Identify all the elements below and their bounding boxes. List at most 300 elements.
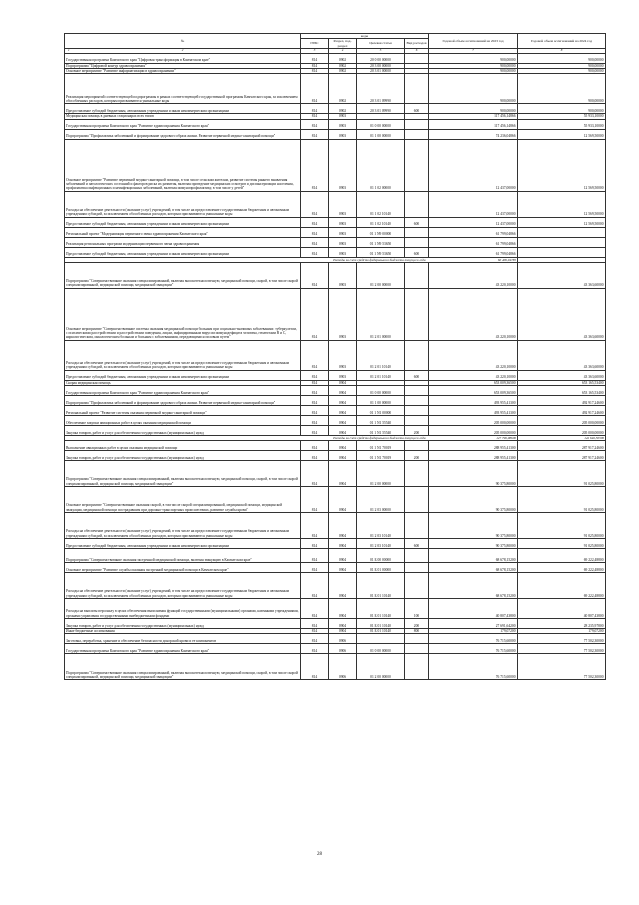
row-description: Иные бюджетные ассигнования	[65, 628, 301, 633]
row-section: 0903	[329, 119, 357, 129]
table-row	[65, 440, 606, 450]
row-description: Региональный проект "Модернизация первичного звена здравоохранения Камчатского края"	[65, 227, 301, 237]
table-row	[65, 415, 606, 425]
row-amount-2024: 69 222,48800	[518, 562, 606, 572]
row-amount-2024: 900,00000	[518, 68, 606, 73]
row-grbs: 814	[301, 63, 329, 68]
row-section: 0903	[329, 237, 357, 247]
row-amount-2024: 77 502,30000	[518, 654, 606, 680]
table-row	[65, 405, 606, 415]
row-section: 0903	[329, 217, 357, 227]
column-number: 3	[301, 48, 329, 53]
row-amount-2023: 493 955,41300	[429, 395, 518, 405]
row-section: 0904	[329, 460, 357, 486]
row-target-article: 01 2 01 00000	[357, 288, 405, 340]
row-grbs: 814	[301, 119, 329, 129]
row-description: Подпрограмма "Профилактика заболеваний и формирование здорового образа жизни. Развитие первичной медико-санитарной помощи"	[65, 395, 301, 405]
row-grbs: 814	[301, 227, 329, 237]
row-amount-2024: 28 235,97800	[518, 618, 606, 628]
row-description: Региональный проект "Развитие системы оказания первичной медико-санитарной помощи"	[65, 405, 301, 415]
table-row	[65, 139, 606, 191]
row-section: 0904	[329, 562, 357, 572]
row-amount-2023: 74 236,04866	[429, 129, 518, 139]
row-amount-2024: 12 569,50000	[518, 217, 606, 227]
row-amount-2023: 76 715,60000	[429, 654, 518, 680]
row-description: Предоставление субсидий бюджетным, автономным учреждениям и иным некоммерческим организациям	[65, 217, 301, 227]
row-expense-type	[405, 634, 429, 644]
row-expense-type	[405, 227, 429, 237]
header-year-2023: Годовой объем ассигнований на 2023 год	[429, 34, 518, 49]
row-description: Государственная программа Камчатского края "Развитие здравоохранения Камчатского края"	[65, 385, 301, 395]
row-description: Подпрограмма "Профилактика заболеваний и формирование здорового образа жизни. Развитие первичной медико-санитарной помощи"	[65, 129, 301, 139]
row-expense-type	[405, 644, 429, 654]
table-row	[65, 634, 606, 644]
row-expense-type	[405, 572, 429, 598]
row-target-article: 01 2 00 00000	[357, 460, 405, 486]
header-expense-type: Вид расходов	[405, 39, 429, 49]
row-section: 0903	[329, 370, 357, 380]
row-section: 0903	[329, 262, 357, 288]
row-target-article: 01 1 00 00000	[357, 395, 405, 405]
row-amount-2023: 61 799,04866	[429, 237, 518, 247]
row-target-article: 01 1 N9 53650	[357, 247, 405, 257]
row-grbs: 814	[301, 340, 329, 370]
row-amount-2023: 12 437,00000	[429, 217, 518, 227]
row-grbs: 814	[301, 415, 329, 425]
column-number: 6	[405, 48, 429, 53]
column-number: 4	[329, 48, 357, 53]
row-expense-type	[405, 548, 429, 562]
table-row	[65, 512, 606, 538]
row-section: 0904	[329, 440, 357, 450]
row-amount-2024: 69 222,48800	[518, 572, 606, 598]
table-row	[65, 450, 606, 460]
row-amount-2024: 43 363,60000	[518, 340, 606, 370]
row-target-article: 01 1 N1 55540	[357, 415, 405, 425]
row-description: Предоставление субсидий бюджетным, автономным учреждениям и иным некоммерческим организациям	[65, 104, 301, 114]
table-row	[65, 53, 606, 63]
row-target-article: 01 1 02 10140	[357, 191, 405, 217]
row-description: Подпрограмма "Совершенствование оказания специализированной, включая высокотехнологичную, медицинской помощи, скорой, в том числе скорой специализированной, медицинской помощи, медицинской эвакуации"	[65, 654, 301, 680]
row-amount-2023: 12 437,00000	[429, 139, 518, 191]
table-row	[65, 538, 606, 548]
row-description: Обеспечение закупки авиационных работ в целях оказания медицинской помощи	[65, 415, 301, 425]
row-amount-2024: 77 502,30000	[518, 634, 606, 644]
row-description: Закупка товаров, работ и услуг для обеспечения государственных (муниципальных) нужд	[65, 450, 301, 460]
row-expense-type: 600	[405, 538, 429, 548]
row-expense-type	[405, 512, 429, 538]
row-target-article: 01 0 00 00000	[357, 385, 405, 395]
row-amount-2024: 91 025,80000	[518, 460, 606, 486]
row-amount-2024: 900,00000	[518, 63, 606, 68]
row-description: Скорая медицинская помощь	[65, 380, 301, 385]
row-target-article: 01 Б 01 10140	[357, 628, 405, 633]
row-expense-type	[405, 415, 429, 425]
row-amount-2024: 91 025,80000	[518, 538, 606, 548]
row-amount-2024: 69 222,48800	[518, 548, 606, 562]
row-amount-2024: 653 165,53400	[518, 385, 606, 395]
row-amount-2023: 68 678,15200	[429, 572, 518, 598]
row-target-article: 01 1 N1 55540	[357, 425, 405, 435]
row-grbs: 814	[301, 74, 329, 104]
row-description: Предоставление субсидий бюджетным, автономным учреждениям и иным некоммерческим организациям	[65, 370, 301, 380]
row-section: 0902	[329, 53, 357, 63]
row-grbs: 814	[301, 538, 329, 548]
row-grbs: 814	[301, 370, 329, 380]
row-amount-2023: 90 375,80000	[429, 486, 518, 512]
row-grbs: 814	[301, 628, 329, 633]
row-target-article: 01 Б 00 00000	[357, 548, 405, 562]
table-row	[65, 370, 606, 380]
row-description: Основное мероприятие "Развитие службы оказания экстренной медицинской помощи в Камчатском крае"	[65, 562, 301, 572]
table-row	[65, 191, 606, 217]
row-target-article: 01 1 N1 70019	[357, 440, 405, 450]
row-description: Государственная программа Камчатского края "Цифровая трансформация в Камчатском крае"	[65, 53, 301, 63]
row-amount-2024: 55 933,10000	[518, 114, 606, 119]
row-amount-2023: 493 955,41300	[429, 405, 518, 415]
column-number: 8	[518, 48, 606, 53]
table-row	[65, 129, 606, 139]
row-target-article: 20 3 00 00000	[357, 63, 405, 68]
header-codes: коды	[301, 34, 429, 39]
row-expense-type	[405, 440, 429, 450]
row-amount-2024: 91 025,80000	[518, 512, 606, 538]
row-description: Основное мероприятие "Развитие информатизации в здравоохранении"	[65, 68, 301, 73]
row-target-article: 20 3 01 00000	[357, 68, 405, 73]
row-grbs: 814	[301, 114, 329, 119]
row-section: 0904	[329, 450, 357, 460]
row-grbs: 814	[301, 425, 329, 435]
row-target-article: 01 2 03 10140	[357, 512, 405, 538]
row-amount-2023: 900,00000	[429, 74, 518, 104]
table-row	[65, 237, 606, 247]
header-number: №	[65, 34, 301, 49]
row-expense-type: 200	[405, 618, 429, 628]
row-grbs: 814	[301, 262, 329, 288]
row-amount-2023: 61 799,04866	[429, 227, 518, 237]
row-expense-type	[405, 262, 429, 288]
row-target-article: 01 Б 01 10140	[357, 598, 405, 618]
row-amount-2024: 43 363,60000	[518, 262, 606, 288]
row-section: 0904	[329, 548, 357, 562]
row-expense-type	[405, 385, 429, 395]
header-section: Раздел, под-раздел	[329, 39, 357, 49]
row-target-article: 01 Б 01 00000	[357, 562, 405, 572]
row-expense-type: 200	[405, 450, 429, 460]
table-row	[65, 104, 606, 114]
row-amount-2023: 117 456,14866	[429, 114, 518, 119]
row-amount-2024: 205 000,00000	[518, 415, 606, 425]
row-amount-2024: 900,00000	[518, 53, 606, 63]
row-amount-2023: 90 375,80000	[429, 538, 518, 548]
federal-budget-note: Расходы за счет средств федерального бюджета текущего года	[65, 435, 429, 440]
row-amount-2024: 12 569,50000	[518, 139, 606, 191]
row-target-article: 01 1 N1 70019	[357, 450, 405, 460]
row-amount-2023: 12 437,00000	[429, 191, 518, 217]
row-amount-2024: 55 933,10000	[518, 119, 606, 129]
row-section: 0903	[329, 340, 357, 370]
row-amount-2023: 27 691,64200	[429, 618, 518, 628]
row-amount-2024: 653 165,53400	[518, 380, 606, 385]
row-section: 0904	[329, 486, 357, 512]
row-section: 0904	[329, 538, 357, 548]
row-section: 0902	[329, 104, 357, 114]
row-grbs: 814	[301, 572, 329, 598]
header-year-2024: Годовой объем ассигнований на 2024 год	[518, 34, 606, 49]
row-amount-2024: 179,07200	[518, 628, 606, 633]
row-grbs: 814	[301, 634, 329, 644]
table-row	[65, 562, 606, 572]
row-section: 0902	[329, 63, 357, 68]
row-amount-2024: 900,00000	[518, 104, 606, 114]
row-amount-2023: 68 678,15200	[429, 548, 518, 562]
row-description: Основное мероприятие "Совершенствование оказания скорой, в том числе скорой специализированной, медицинской помощи, медицинской эвакуации, медицинской помощи пострадавшим при дорожно-транспортных происшествиях, развитие службы крови"	[65, 486, 301, 512]
row-grbs: 814	[301, 598, 329, 618]
federal-budget-amount-2024: 142 646,50300	[518, 435, 606, 440]
row-section: 0904	[329, 385, 357, 395]
row-description: Выполнение авиационных работ в целях оказания медицинской помощи	[65, 440, 301, 450]
row-amount-2023: 900,00000	[429, 63, 518, 68]
row-grbs: 814	[301, 460, 329, 486]
row-grbs: 814	[301, 450, 329, 460]
row-section: 0904	[329, 598, 357, 618]
row-section: 0903	[329, 288, 357, 340]
row-amount-2023: 90 375,80000	[429, 460, 518, 486]
row-amount-2023: 43 220,10000	[429, 340, 518, 370]
row-section: 0902	[329, 74, 357, 104]
row-amount-2024: 43 363,60000	[518, 288, 606, 340]
row-amount-2023: 43 220,10000	[429, 262, 518, 288]
row-amount-2024	[518, 227, 606, 237]
row-amount-2023: 61 799,04866	[429, 247, 518, 257]
table-row	[65, 654, 606, 680]
row-target-article: 01 2 03 10140	[357, 538, 405, 548]
page-number: 28	[317, 852, 322, 857]
row-amount-2024: 12 569,50000	[518, 191, 606, 217]
row-amount-2023: 900,00000	[429, 104, 518, 114]
row-description: Государственная программа Камчатского края "Развитие здравоохранения Камчатского края"	[65, 119, 301, 129]
row-description: Предоставление субсидий бюджетным, автономным учреждениям и иным некоммерческим организациям	[65, 538, 301, 548]
row-section: 0903	[329, 191, 357, 217]
row-grbs: 814	[301, 247, 329, 257]
row-grbs: 814	[301, 288, 329, 340]
row-grbs: 814	[301, 405, 329, 415]
row-section: 0904	[329, 405, 357, 415]
row-expense-type: 600	[405, 247, 429, 257]
row-section: 0904	[329, 572, 357, 598]
row-section: 0904	[329, 618, 357, 628]
table-row	[65, 247, 606, 257]
row-section: 0903	[329, 227, 357, 237]
row-amount-2023: 900,00000	[429, 68, 518, 73]
table-row	[65, 217, 606, 227]
row-description: Реализация мероприятий соответствующей подпрограммы в рамках соответствующей государственной программы Камчатского края, за исключением обособленных расходов, которым присваиваются уникальные коды	[65, 74, 301, 104]
row-grbs: 814	[301, 217, 329, 227]
row-amount-2023: 179,07200	[429, 628, 518, 633]
row-section: 0904	[329, 380, 357, 385]
row-grbs: 814	[301, 395, 329, 405]
row-amount-2024: 43 363,60000	[518, 370, 606, 380]
row-target-article: 01 2 00 00000	[357, 262, 405, 288]
row-grbs: 814	[301, 53, 329, 63]
row-section: 0902	[329, 68, 357, 73]
row-description: Основное мероприятие "Совершенствование системы оказания медицинской помощи больным при социально-значимых заболеваниях: туберкулезом, с психическими расстройствами и расстройствами поведения, лицам, инфицированным вирусом иммунодефицита человека, гепатитами В и С, наркологическим, онкологическим больным и больным с заболеваниями, передающимися половым путем"	[65, 288, 301, 340]
row-grbs: 814	[301, 512, 329, 538]
row-description: Расходы на обеспечение деятельности (оказание услуг) учреждений, в том числе на предоставление государственным бюджетным и автономным учреждениям субсидий, за исключением обособленных расходов, которым присваиваются уникальные коды	[65, 191, 301, 217]
row-description: Государственная программа Камчатского края "Развитие здравоохранения Камчатского края"	[65, 644, 301, 654]
row-description: Закупка товаров, работ и услуг для обеспечения государственных (муниципальных) нужд	[65, 618, 301, 628]
row-amount-2024: 492 917,24600	[518, 395, 606, 405]
row-target-article: 01 1 N9 00000	[357, 227, 405, 237]
row-target-article: 01 2 03 00000	[357, 486, 405, 512]
row-amount-2023: 653 009,36500	[429, 380, 518, 385]
table-row	[65, 262, 606, 288]
row-expense-type	[405, 460, 429, 486]
row-section: 0904	[329, 628, 357, 633]
row-expense-type	[405, 562, 429, 572]
row-target-article: 01 1 N1 00000	[357, 405, 405, 415]
row-grbs: 814	[301, 618, 329, 628]
row-grbs: 814	[301, 486, 329, 512]
row-amount-2023: 288 955,41300	[429, 440, 518, 450]
row-target-article: 20 3 01 09990	[357, 74, 405, 104]
table-row	[65, 119, 606, 129]
row-amount-2023: 76 715,60000	[429, 634, 518, 644]
row-target-article: 01 2 00 00000	[357, 654, 405, 680]
row-grbs: 814	[301, 654, 329, 680]
row-section: 0903	[329, 247, 357, 257]
row-expense-type	[405, 654, 429, 680]
row-expense-type	[405, 340, 429, 370]
row-description: Подпрограмма "Совершенствование оказания специализированной, включая высокотехнологичную, медицинской помощи, скорой, в том числе скорой специализированной, медицинской помощи, медицинской эвакуации"	[65, 460, 301, 486]
table-row	[65, 74, 606, 104]
row-grbs: 814	[301, 548, 329, 562]
row-target-article: 01 0 00 00000	[357, 644, 405, 654]
row-grbs: 814	[301, 104, 329, 114]
row-grbs: 814	[301, 68, 329, 73]
row-amount-2024: 40 807,43800	[518, 598, 606, 618]
row-amount-2023: 68 678,15200	[429, 562, 518, 572]
row-expense-type: 600	[405, 104, 429, 114]
federal-budget-note: Расходы за счет средств федерального бюджета текущего года	[65, 257, 429, 262]
row-amount-2024: 91 025,80000	[518, 486, 606, 512]
row-expense-type: 200	[405, 425, 429, 435]
row-expense-type	[405, 74, 429, 104]
table-row	[65, 618, 606, 628]
row-expense-type	[405, 139, 429, 191]
table-row	[65, 460, 606, 486]
row-description: Медицинская помощь в дневных стационарах всех типов	[65, 114, 301, 119]
row-target-article: 20 3 01 09990	[357, 104, 405, 114]
row-target-article: 01 2 01 10140	[357, 370, 405, 380]
table-row	[65, 486, 606, 512]
budget-table-sheet	[64, 33, 605, 680]
row-section: 0906	[329, 634, 357, 644]
row-section: 0906	[329, 644, 357, 654]
column-number: 5	[357, 48, 405, 53]
row-amount-2023: 288 955,41300	[429, 450, 518, 460]
row-grbs: 814	[301, 562, 329, 572]
row-amount-2023: 900,00000	[429, 53, 518, 63]
row-amount-2023: 653 009,36500	[429, 385, 518, 395]
row-description: Подпрограмма "Совершенствование оказания специализированной, включая высокотехнологичную, медицинской помощи, скорой, в том числе скорой специализированной, медицинской помощи, медицинской эвакуации"	[65, 262, 301, 288]
row-target-article	[357, 634, 405, 644]
row-description: Расходы на обеспечение деятельности (оказание услуг) учреждений, в том числе на предоставление государственным бюджетным и автономным учреждениям субсидий, за исключением обособленных расходов, которым присваиваются уникальные коды	[65, 512, 301, 538]
row-grbs: 814	[301, 237, 329, 247]
row-expense-type	[405, 119, 429, 129]
row-section: 0906	[329, 654, 357, 680]
row-amount-2023: 43 220,10000	[429, 288, 518, 340]
table-row	[65, 644, 606, 654]
row-section: 0904	[329, 415, 357, 425]
row-expense-type: 600	[405, 370, 429, 380]
row-grbs: 814	[301, 139, 329, 191]
row-description: Подпрограмма "Цифровой контур здравоохранения"	[65, 63, 301, 68]
row-expense-type	[405, 53, 429, 63]
row-amount-2023: 40 807,43800	[429, 598, 518, 618]
federal-budget-amount-2023: 127 796,98600	[429, 435, 518, 440]
table-row	[65, 227, 606, 237]
row-section: 0903	[329, 129, 357, 139]
row-target-article: 01 1 00 00000	[357, 129, 405, 139]
row-grbs: 814	[301, 440, 329, 450]
row-expense-type	[405, 395, 429, 405]
row-expense-type: 800	[405, 628, 429, 633]
row-target-article: 01 1 02 00000	[357, 139, 405, 191]
row-amount-2024: 900,00000	[518, 74, 606, 104]
row-expense-type: 600	[405, 217, 429, 227]
row-amount-2023: 205 000,00000	[429, 425, 518, 435]
row-amount-2024: 77 502,30000	[518, 644, 606, 654]
table-row	[65, 288, 606, 340]
row-amount-2023: 90 375,80000	[429, 512, 518, 538]
row-description: Основное мероприятие "Развитие первичной медико-санитарной помощи, в том числе сельским жителям, развитие системы раннего выявления заболеваний и патологических состояний и факторов риска их развития, включая проведение медицинских осмотров и диспансеризации населения, профилактика инфекционных и неинфекционных заболеваний, включая иммунопрофилактику, в том числе у детей"	[65, 139, 301, 191]
column-number: 7	[429, 48, 518, 53]
row-description: Расходы на выплаты персоналу в целях обеспечения выполнения функций государственными (муниципальными) органами, казенными учреждениями, органами управления государственными внебюджетными фондами	[65, 598, 301, 618]
row-section: 0904	[329, 395, 357, 405]
table-row	[65, 395, 606, 405]
row-grbs: 814	[301, 191, 329, 217]
row-expense-type	[405, 486, 429, 512]
row-amount-2024: 492 917,24600	[518, 405, 606, 415]
row-amount-2024	[518, 247, 606, 257]
row-amount-2024: 287 917,24600	[518, 440, 606, 450]
row-expense-type	[405, 288, 429, 340]
row-amount-2024: 205 000,00000	[518, 425, 606, 435]
header-target-article: Целевая статья	[357, 39, 405, 49]
row-amount-2023: 205 000,00000	[429, 415, 518, 425]
row-description: Предоставление субсидий бюджетным, автономным учреждениям и иным некоммерческим организациям	[65, 247, 301, 257]
table-row	[65, 548, 606, 562]
federal-budget-amount-2023: 60 406,94785	[429, 257, 518, 262]
row-target-article: 01 Б 01 10140	[357, 618, 405, 628]
row-grbs: 814	[301, 385, 329, 395]
table-row	[65, 598, 606, 618]
row-grbs: 814	[301, 129, 329, 139]
row-expense-type	[405, 129, 429, 139]
row-section: 0903	[329, 114, 357, 119]
row-section: 0904	[329, 512, 357, 538]
table-row	[65, 340, 606, 370]
table-row	[65, 572, 606, 598]
row-target-article: 01 0 00 00000	[357, 119, 405, 129]
row-expense-type	[405, 237, 429, 247]
row-expense-type	[405, 405, 429, 415]
row-description: Закупка товаров, работ и услуг для обеспечения государственных (муниципальных) нужд	[65, 425, 301, 435]
row-amount-2023: 117 456,14866	[429, 119, 518, 129]
column-number	[65, 48, 301, 53]
row-description: Заготовка, переработка, хранение и обеспечение безопасности донорской крови и ее компонентов	[65, 634, 301, 644]
